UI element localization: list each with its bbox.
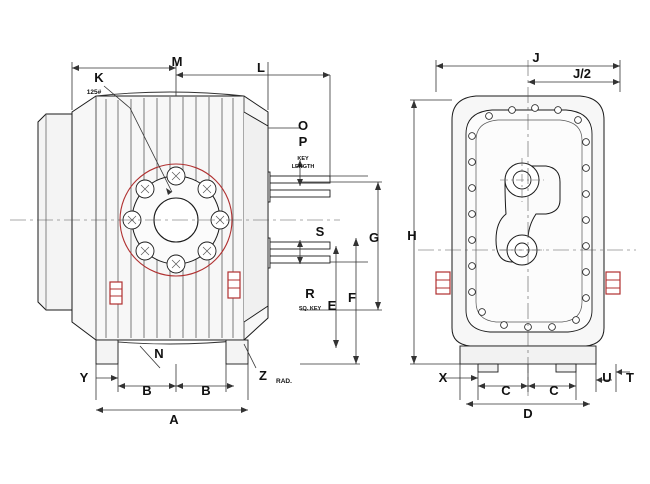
label-D: D	[523, 406, 533, 421]
label-N: N	[154, 346, 164, 361]
label-Z: Z	[259, 368, 267, 383]
label-Y: Y	[79, 370, 89, 385]
label-key-length: LENGTH	[291, 164, 315, 170]
label-B2: B	[201, 383, 211, 398]
label-U: U	[602, 370, 612, 385]
label-T: T	[626, 370, 634, 385]
label-Z-note: RAD.	[276, 378, 292, 385]
label-A: A	[169, 412, 179, 427]
label-M: M	[171, 54, 183, 69]
label-sq-key: SQ. KEY	[298, 306, 322, 312]
label-E: E	[327, 298, 337, 313]
label-F: F	[348, 290, 356, 305]
label-X: X	[438, 370, 448, 385]
label-C1: C	[501, 383, 511, 398]
label-J2: J/2	[572, 66, 592, 81]
label-K-note: 125#	[86, 89, 102, 96]
rear-housing	[38, 114, 72, 310]
label-S: S	[315, 224, 325, 239]
label-P: P	[298, 134, 308, 149]
label-G: G	[368, 230, 380, 245]
label-key: KEY	[297, 156, 309, 162]
label-B1: B	[142, 383, 152, 398]
label-H: H	[407, 228, 417, 243]
label-K: K	[94, 70, 104, 85]
label-L: L	[257, 60, 265, 75]
label-R: R	[305, 286, 315, 301]
label-O: O	[297, 118, 309, 133]
label-J: J	[532, 50, 540, 65]
label-C2: C	[549, 383, 559, 398]
